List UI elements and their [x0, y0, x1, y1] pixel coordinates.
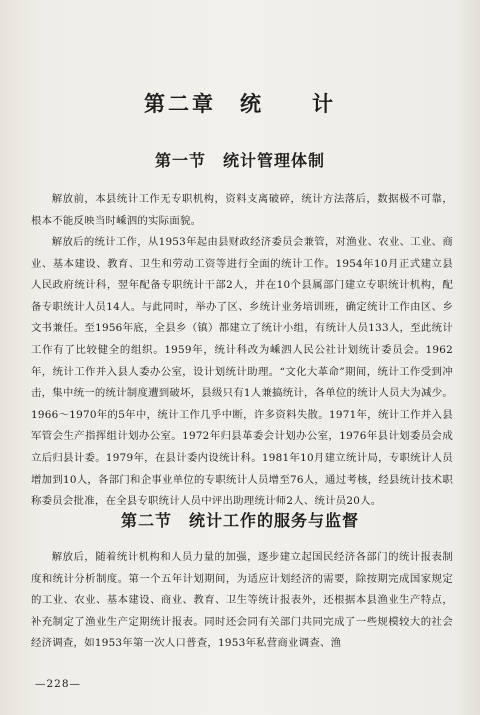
- section-1-paragraph-1: 解放前，本县统计工作无专职机构，资料支离破碎，统计方法落后，数据极不可靠，根本不能反映当时嵊泗的实际面貌。: [31, 193, 453, 227]
- page-number: —228—: [35, 678, 82, 690]
- section-1-title: 第一节 统计管理体制: [154, 151, 325, 170]
- section-1-paragraph-2: 解放后的统计工作，从1953年起由县财政经济委员会兼管，对渔业、农业、工业、商业、基本建设、教育、卫生和劳动工资等进行全面的统计工作。1954年10月正式建立县人民政府统计科，翌年配备专职统计干部2人，并在10个县属部门建立专职统计机构，配备专职统计人员14人。与此同时，举办了区、乡统计业务培训班，确定统计工作由区、乡文书兼任。至1956年底，全县乡（镇）都建立了统计小组，有统计人员133人，至此统计工作有了比较健全的组织。1959年，统计科改为嵊泗人民公社计划统计委员会。1962年，统计工作并入县人委办公室，设计划统计助理。“文化大革命”期间，统计工作受到冲击，集中统一的统计制度遭到破坏，县级只有1人兼搞统计，各单位的统计人员大为减少。1966～1970年的5年中，统计工作几乎中断，许多资料失散。1971年，统计工作并入县军管会生产指挥组计划办公室。1972年归县革委会计划办公室，1976年县计划委员会成立后归县计委。1979年，在县计委内设统计科。1981年10月建立统计局，专职统计人员增加到10人，各部门和企事业单位的专职统计人员增至76人，通过考核，经县统计技术职称委员会批准，在全县专职统计人员中评出助理统计师2人、统计员20人。: [31, 236, 453, 508]
- section-2-title: 第二节 统计工作的服务与监督: [120, 511, 359, 530]
- section-2-paragraph-1: 解放后，随着统计机构和人员力量的加强，逐步建立起国民经济各部门的统计报表制度和统计分析制度。第一个五年计划期间，为适应计划经济的需要，除按期完成国家规定的工业、农业、基本建设、商业、教育、卫生等统计报表外，还根据本县渔业生产特点，补充制定了渔业生产定期统计报表。同时还会同有关部门共同完成了一些规模较大的社会经济调查，如1953年第一次人口普查，1953年私营商业调查、渔: [31, 551, 453, 650]
- chapter-title: 第二章 统 计: [144, 91, 336, 116]
